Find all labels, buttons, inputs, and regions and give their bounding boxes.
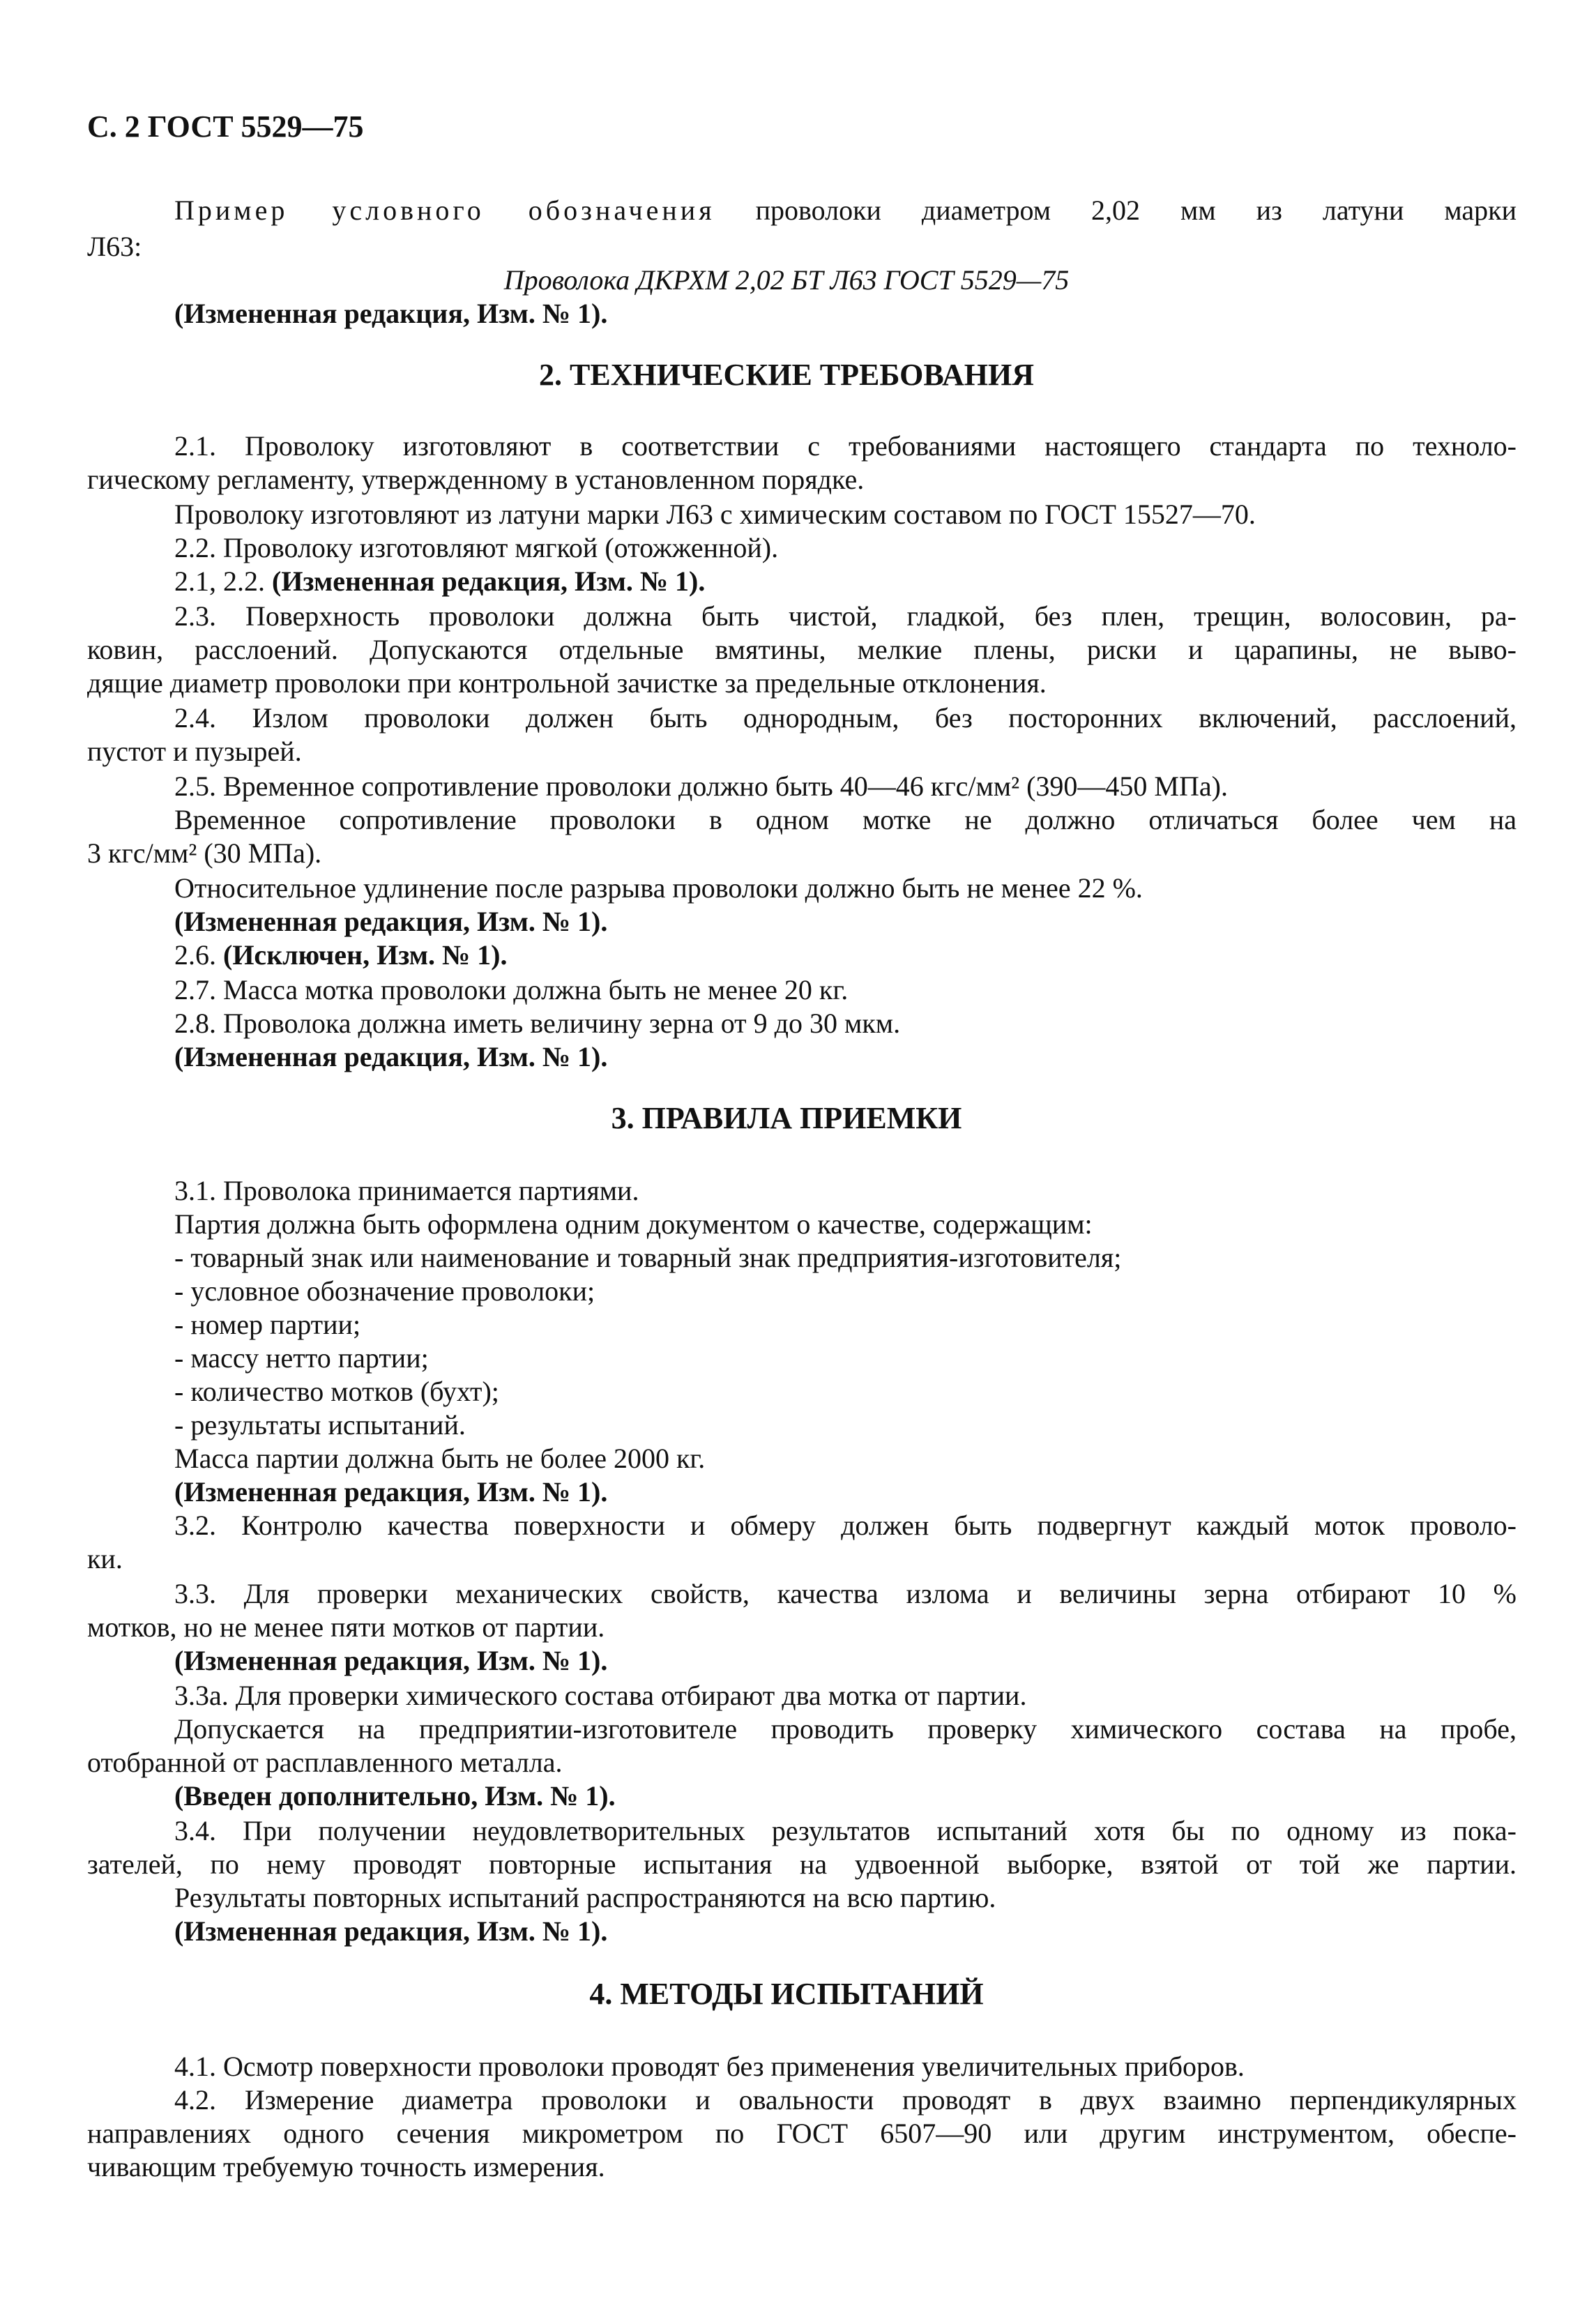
paragraph-line: 3.4. При получении неудовлетворительных результатов испытаний хотя бы по одному из пока- — [174, 1815, 1517, 1846]
paragraph-line: 4.2. Измерение диаметра проволоки и овальности проводят в двух взаимно перпендикулярных — [174, 2084, 1517, 2116]
paragraph-line: зателей, по нему проводят повторные испытания на удвоенной выборке, взятой от той же партии. — [87, 1848, 1517, 1880]
paragraph-line: ки. — [87, 1543, 123, 1574]
paragraph-line: дящие диаметр проволоки при контрольной зачистке за предельные отклонения. — [87, 667, 1047, 699]
list-item: - массу нетто партии; — [174, 1342, 429, 1374]
paragraph-line: 3.3а. Для проверки химического состава отбирают два мотка от партии. — [174, 1680, 1027, 1711]
paragraph-line: мотков, но не менее пяти мотков от партии. — [87, 1611, 605, 1643]
example-label: Пример условного обозначения — [174, 195, 715, 226]
paragraph-line: Масса партии должна быть не более 2000 кг. — [174, 1443, 706, 1474]
clause-ref: 2.1, 2.2. — [174, 565, 272, 597]
paragraph-line: 2.5. Временное сопротивление проволоки должно быть 40—46 кгс/мм² (390—450 МПа). — [174, 770, 1228, 802]
revision-note: (Измененная редакция, Изм. № 1). — [174, 1041, 608, 1072]
paragraph-line: Результаты повторных испытаний распространяются на всю партию. — [174, 1882, 996, 1913]
paragraph-line: Временное сопротивление проволоки в одном мотке не должно отличаться более чем на — [174, 804, 1517, 835]
paragraph-line: 2.2. Проволоку изготовляют мягкой (отожженной). — [174, 532, 779, 563]
revision-note: (Исключен, Изм. № 1). — [223, 939, 508, 971]
paragraph-line: Партия должна быть оформлена одним документом о качестве, содержащим: — [174, 1208, 1093, 1240]
list-item: - результаты испытаний. — [174, 1409, 466, 1441]
paragraph-line: ковин, расслоений. Допускаются отдельные вмятины, мелкие плены, риски и царапины, не выво- — [87, 634, 1517, 665]
paragraph-line: отобранной от расплавленного металла. — [87, 1747, 563, 1778]
paragraph-line: 2.7. Масса мотка проволоки должна быть не менее 20 кг. — [174, 974, 849, 1005]
revision-note: (Введен дополнительно, Изм. № 1). — [174, 1780, 616, 1812]
paragraph-line: 4.1. Осмотр поверхности проволоки проводят без применения увеличительных приборов. — [174, 2051, 1245, 2082]
paragraph-line — [174, 939, 1517, 972]
paragraph-line: 2.3. Поверхность проволоки должна быть чистой, гладкой, без плен, трещин, волосовин, ра- — [174, 600, 1517, 632]
example-cont: Л63: — [87, 231, 142, 262]
list-item: - товарный знак или наименование и товарный знак предприятия-изготовителя; — [174, 1242, 1122, 1273]
page-header: С. 2 ГОСТ 5529—75 — [87, 109, 364, 144]
list-item: - количество мотков (бухт); — [174, 1376, 499, 1407]
revision-note: (Измененная редакция, Изм. № 1). — [174, 1915, 608, 1947]
paragraph-line: чивающим требуемую точность измерения. — [87, 2151, 605, 2182]
revision-note: (Измененная редакция, Изм. № 1). — [272, 565, 706, 597]
paragraph-line — [174, 565, 1517, 598]
paragraph-line: 2.8. Проволока должна иметь величину зерна от 9 до 30 мкм. — [174, 1008, 901, 1039]
section-4-title: 4. МЕТОДЫ ИСПЫТАНИЙ — [589, 1977, 984, 2011]
clause-ref: 2.6. — [174, 939, 223, 971]
designation-example: Проволока ДКРХМ 2,02 БТ Л63 ГОСТ 5529—75 — [503, 264, 1070, 296]
paragraph-line: Допускается на предприятии-изготовителе проводить проверку химического состава на пробе, — [174, 1713, 1517, 1745]
example-line — [174, 194, 1517, 227]
list-item: - условное обозначение проволоки; — [174, 1275, 595, 1307]
paragraph-line: пустот и пузырей. — [87, 736, 302, 767]
paragraph-line: 3 кгс/мм² (30 МПа). — [87, 837, 322, 869]
paragraph-line: гическому регламенту, утвержденному в установленном порядке. — [87, 464, 865, 495]
paragraph-line: 2.4. Излом проволоки должен быть однородным, без посторонних включений, расслоений, — [174, 702, 1517, 734]
section-2-title: 2. ТЕХНИЧЕСКИЕ ТРЕБОВАНИЯ — [539, 358, 1034, 392]
paragraph-line: Проволоку изготовляют из латуни марки Л63 с химическим составом по ГОСТ 15527—70. — [174, 499, 1256, 530]
example-rest: проволоки диаметром 2,02 мм из латуни марки — [715, 195, 1517, 226]
revision-note: (Измененная редакция, Изм. № 1). — [174, 298, 608, 329]
list-item: - номер партии; — [174, 1309, 361, 1340]
revision-note: (Измененная редакция, Изм. № 1). — [174, 1645, 608, 1676]
section-3-title: 3. ПРАВИЛА ПРИЕМКИ — [611, 1101, 962, 1135]
paragraph-line: 3.1. Проволока принимается партиями. — [174, 1175, 639, 1206]
paragraph-line: 2.1. Проволоку изготовляют в соответствии с требованиями настоящего стандарта по техноло- — [174, 430, 1517, 462]
paragraph-line: 3.3. Для проверки механических свойств, качества излома и величины зерна отбирают 10 % — [174, 1578, 1517, 1609]
revision-note: (Измененная редакция, Изм. № 1). — [174, 1476, 608, 1507]
paragraph-line: направлениях одного сечения микрометром по ГОСТ 6507—90 или другим инструментом, обеспе- — [87, 2118, 1517, 2149]
paragraph-line: 3.2. Контролю качества поверхности и обмеру должен быть подвергнут каждый моток проволо- — [174, 1510, 1517, 1541]
paragraph-line: Относительное удлинение после разрыва проволоки должно быть не менее 22 %. — [174, 872, 1143, 904]
revision-note: (Измененная редакция, Изм. № 1). — [174, 906, 608, 937]
